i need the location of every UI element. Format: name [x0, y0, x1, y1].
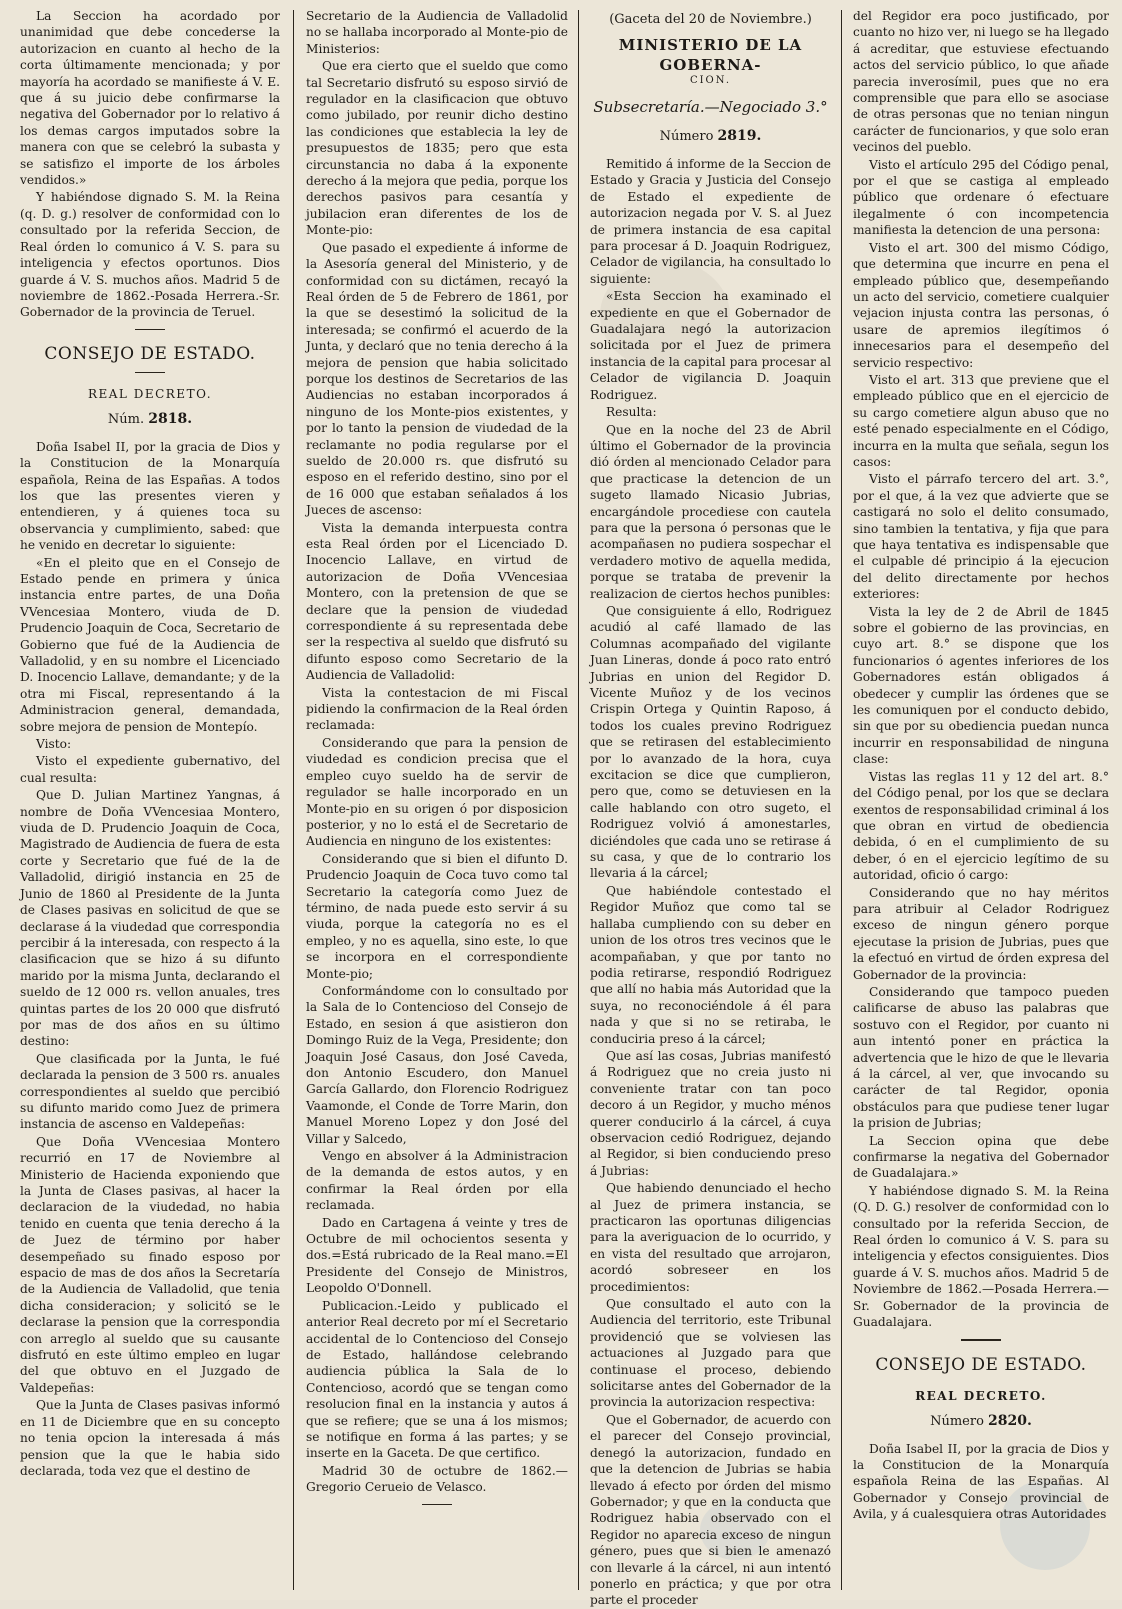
subsecretaria-heading: Subsecretaría.—Negociado 3.° — [593, 98, 828, 116]
paragraph: Que consultado el auto con la Audiencia del territorio, este Tribunal providenció que se volviesen las actuaciones al Juzgado para que continuase el proceso, debiendo solicitarse antes del Gobernador de la provincia la autorizacion respectiva: — [590, 1297, 831, 1410]
number-prefix: Número — [659, 129, 714, 144]
paragraph: «Esta Seccion ha examinado el expediente en que el Gobernador de Guadalajara negó la autorizacion solicitada por el Juez de primera instancia de la capital para procesar al Celador de vigilancia D. Joaquin Rodriguez. — [590, 289, 831, 402]
column-rule — [293, 10, 294, 1590]
divider — [135, 329, 165, 330]
column-2 — [306, 8, 568, 1596]
paragraph: Que Doña VVencesiaa Montero recurrió en 17 de Noviembre al Ministerio de Hacienda exponiendo que la Junta de Clases pasivas, al hacer la declaracion de la viudedad, no habia tenido en cuenta que tenia derecho á la de Juez de término por haber desempeñado su finado esposo por espacio de mas de dos años la Secretaría de la Audiencia de Valladolid, que tenia dicha consideracion; y solicitó se le declarase la pension que la correspondia con arreglo al sueldo que su causante disfrutó en este último empleo en lugar del que obtuvo en el Juzgado de Valdepeñas: — [20, 1134, 280, 1395]
paragraph: Considerando que si bien el difunto D. Prudencio Joaquin de Coca tuvo como tal Secretario la categoría como Juez de término, de nada puede esto servir á su viuda, porque la categoría no es el empleo, y no es aquella, sino este, lo que se incorpora en el correspondiente Monte-pio; — [306, 851, 568, 981]
paragraph: Visto el artículo 295 del Código penal, por el que se castiga al empleado público que ordenare ó efectuare ilegalmente ó con incompetencia manifiesta la detencion de una persona: — [853, 157, 1109, 238]
ministry-title: MINISTERIO DE LA GOBERNA- — [618, 36, 803, 74]
paragraph: Publicacion.-Leido y publicado el anterior Real decreto por mí el Secretario accidental de lo Contencioso del Consejo de Estado, hallándose celebrando audiencia pública la Sala de lo Contencioso, acordó que se tengan como resolucion final en la instancia y autos á que se refiere; que se una á los mismos; se notifique en forma á las partes; y se inserte en la Gaceta. De que certifico. — [306, 1298, 568, 1461]
column-3 — [590, 8, 831, 1608]
paragraph: Que el Gobernador, de acuerdo con el parecer del Consejo provincial, denegó la autorizacion, fundado en que la detencion de Jubrias se habia llevado á efecto por órden del mismo Gobernador; y que en la conducta que Rodriguez habia observado con el Regidor no aparecia exceso de ningun género, pues que si bien le amenazó con llevarle á la cárcel, ni aun intentó ponerlo en práctica; y que por otra parte el proceder — [590, 1412, 831, 1608]
paragraph: Que era cierto que el sueldo que como tal Secretario disfrutó su esposo sirvió de regulador en la clasificacion que obtuvo como jubilado, por reunir dicho destino las condiciones que establecia la ley de presupuestos de 1835; pero que esta circunstancia no daba á la exponente derecho á la mejora que pedia, porque los derechos pasivos para cesantía y jubilacion eran diferentes de los de Monte-pio: — [306, 59, 568, 238]
paragraph: Que D. Julian Martinez Yangnas, á nombre de Doña VVencesiaa Montero, viuda de D. Prudencio Joaquin de Coca, Magistrado de Audiencia de fuera de esta corte y Secretario que fué de la de Valladolid, dirigió instancia en 25 de Junio de 1860 al Presidente de la Junta de Clases pasivas en solicitud de que se declarase á la viudedad que correspondia percibir á la interesada, con respecto á la clasificacion que se hizo á su difunto marido por la misma Junta, declarando el sueldo de 12 000 rs. vellon anuales, tres quintas partes de los 20 000 que disfrutó por mas de dos años en su último destino: — [20, 788, 280, 1049]
section-title: CONSEJO DE ESTADO. — [44, 343, 256, 364]
paragraph: Visto el art. 300 del mismo Código, que determina que incurre en pena el empleado público que, desempeñando un acto del servicio, cometiere cualquier vejacion injusta contra las personas, ó usare de apremios ilegítimos ó innecesarios para el desempeño del servicio respectivo: — [853, 240, 1109, 370]
divider — [422, 1504, 452, 1505]
number-prefix: Número — [930, 1413, 984, 1429]
paragraph: Que la Junta de Clases pasivas informó en 11 de Diciembre que en su concepto no tenia opcion la interesada á más pension que la que le habia sido declarada, toda vez que el destino de — [20, 1398, 280, 1478]
paragraph: Que clasificada por la Junta, le fué declarada la pension de 3 500 rs. anuales correspondientes al sueldo que percibió su difunto marido como Juez de primera instancia de ascenso en Valdepeñas: — [20, 1051, 280, 1132]
number-value: 2819. — [717, 128, 762, 144]
paragraph: Que consiguiente á ello, Rodriguez acudió al café llamado de las Columnas acompañado del vigilante Juan Lineras, donde á poco rato entró Jubrias en union del Regidor D. Vicente Muñoz y de los vecinos Crispin Ortega y Quintin Raposo, á todos los cuales previno Rodriguez que se retirasen del establecimiento por lo avanzado de la hora, cuya excitacion se dice que cumplieron, pero que, como se detuviesen en la calle hablando con otro sugeto, el Rodriguez volvió á amonestarles, diciéndoles que cada uno se retirase á su casa, y que de lo contrario los llevaria á la cárcel; — [590, 603, 831, 881]
paragraph: Secretario de la Audiencia de Valladolid no se hallaba incorporado al Monte-pio de Ministerios: — [306, 9, 568, 56]
paragraph: Doña Isabel II, por la gracia de Dios y la Constitucion de la Monarquía española, Reina de las Españas. A todos los que las presentes vieren y entendieren, y á quienes toca su observancia y cumplimiento, sabed: que he venido en decretar lo siguiente: — [20, 439, 280, 553]
paragraph: Visto: — [36, 737, 72, 752]
column-rule — [578, 10, 579, 1590]
paragraph: Visto el expediente gubernativo, del cual resulta: — [20, 754, 280, 785]
paragraph: del Regidor era poco justificado, por cuanto no hizo ver, ni luego se ha llegado á acreditar, que estuviese efectuando actos del servicio público, lo que añade parecia inverosímil, pues que no era comprensible que para ello se asociase de otras personas que no tenian ningun carácter de funcionarios, y que solo eran vecinos del pueblo. — [853, 9, 1109, 155]
signature-line: Madrid 30 de octubre de 1862.—Gregorio Cerueio de Velasco. — [306, 1463, 568, 1495]
paragraph: Considerando que no hay méritos para atribuir al Celador Rodriguez exceso de ningun género porque ejecutase la prision de Jubrias, pues que la efectuó en virtud de órden expresa del Gobernador de la provincia: — [853, 885, 1109, 982]
decree-label: REAL DECRETO. — [915, 1388, 1047, 1403]
paragraph: Doña Isabel II, por la gracia de Dios y la Constitucion de la Monarquía española Reina de las Españas. Al Gobernador y Consejo provincial de Avila, y á cualesquiera otras Autoridades — [853, 1441, 1109, 1522]
paragraph: La Seccion ha acordado por unanimidad que debe concederse la autorizacion en cuanto al hecho de la corta últimamente mencionada; y por mayoría ha acordado se manifieste á V. E. que á su juicio debe confirmarse la negativa del Gobernador por lo relativo á los demas cargos imputados sobre la manera con que se celebró la subasta y se satisfizo el importe de los árboles vendidos.» — [20, 9, 280, 188]
decree-number — [853, 1413, 1109, 1429]
paragraph: Vistas las reglas 11 y 12 del art. 8.° del Código penal, por los que se declara exentos de responsabilidad criminal á los que obran en virtud de obediencia debida, ó en el cumplimiento de su deber, ó en el ejercicio legítimo de su autoridad, oficio ó cargo: — [853, 769, 1109, 883]
decree-label: REAL DECRETO. — [87, 386, 213, 401]
ministry-title-cont: CION. — [689, 75, 732, 86]
paragraph: Resulta: — [606, 405, 657, 420]
section-title: CONSEJO DE ESTADO. — [875, 1354, 1087, 1375]
paragraph: Conformándome con lo consultado por la Sala de lo Contencioso del Consejo de Estado, en sesion á que asistieron don Domingo Ruiz de la Vega, Presidente; don Joaquin José Casaus, don José Caveda, don Antonio Escudero, don Manuel García Gallardo, don Florencio Rodriguez Vaamonde, el Conde de Torre Marin, don Manuel Moreno Lopez y don José del Villar y Salcedo, — [306, 983, 568, 1146]
paragraph: Vengo en absolver á la Administracion de la demanda de estos autos, y en confirmar la Real órden por ella reclamada. — [306, 1149, 568, 1213]
paragraph: Que pasado el expediente á informe de la Asesoría general del Ministerio, y de conformidad con su dictámen, recayó la Real órden de 5 de Febrero de 1861, por la que se desestimó la solicitud de la interesada; se confirmó el acuerdo de la Junta, y declaró que no tenia derecho á la mejora de pension que habia solicitado porque los destinos de Secretarios de las Audiencias no estaban incorporados á ninguno de los Monte-pios existentes, y por lo tanto la pension de viudedad de la reclamante no podia regularse por el sueldo de 20.000 rs. que disfrutó su esposo en el referido destino, sino por el de 16 000 que estaban señalados á los Jueces de ascenso: — [306, 240, 568, 518]
number-prefix: Núm. — [107, 411, 145, 427]
paragraph: Visto el párrafo tercero del art. 3.°, por el que, á la vez que advierte que se castigará no solo el delito consumado, sino tambien la tentativa, y fija que para que haya tentativa es indispensable que el culpable dé principio á la ejecucion del delito directamente por hechos exteriores: — [853, 472, 1109, 602]
order-number — [590, 128, 831, 144]
paragraph: La Seccion opina que debe confirmarse la negativa del Gobernador de Guadalajara.» — [853, 1133, 1109, 1181]
paragraph: Que habiéndole contestado el Regidor Muñoz que como tal se hallaba cumpliendo con su deber en union de los otros tres vecinos que le acompañaban, y que por tanto no podia retirarse, respondió Rodriguez que allí no habia más Autoridad que la suya, no reconociéndole á él para nada y que si no se retiraba, le conduciria preso á la cárcel; — [590, 883, 831, 1046]
decree-number — [20, 411, 280, 427]
number-value: 2818. — [148, 410, 193, 427]
paragraph: Remitido á informe de la Seccion de Estado y Gracia y Justicia del Consejo de Estado el expediente de autorizacion negada por V. S. al Juez de primera instancia de esa capital para procesar á D. Joaquin Rodriguez, Celador de vigilancia, ha consultado lo siguiente: — [590, 157, 831, 286]
paragraph: Que en la noche del 23 de Abril último el Gobernador de la provincia dió órden al mencionado Celador para que practicase la detencion de un sugeto llamado Nicasio Jubrias, encargándole procediese con cautela para que la persona ó personas que le acompañasen no pudiera sospechar el verdadero motivo de aquella medida, porque se trataba de prevenir la realizacion de ciertos hechos punibles: — [590, 422, 831, 601]
paragraph: Que así las cosas, Jubrias manifestó á Rodriguez que no creia justo ni conveniente tratar con tan poco decoro á un Regidor, y mucho ménos querer conducirlo á la cárcel, á cuya observacion cedió Rodriguez, dejando al Regidor, si bien conduciendo preso á Jubrias: — [590, 1048, 831, 1178]
column-4 — [853, 8, 1109, 1596]
divider — [135, 372, 165, 373]
gazette-date: (Gaceta del 20 de Noviembre.) — [609, 12, 812, 27]
paragraph: Y habiéndose dignado S. M. la Reina (Q. D. G.) resolver de conformidad con lo consultado por la referida Seccion, de Real órden lo comunico á V. S. para su inteligencia y efectos consiguientes. Dios guarde á V. S. muchos años. Madrid 5 de Noviembre de 1862.—Posada Herrera.—Sr. Gobernador de la provincia de Guadalajara. — [853, 1183, 1109, 1330]
column-1 — [20, 8, 280, 1596]
column-rule — [841, 10, 842, 1590]
paragraph: Que habiendo denunciado el hecho al Juez de primera instancia, se practicaron las oportunas diligencias para la averiguacion de lo ocurrido, y en vista del resultado que arrojaron, acordó sobreseer en los procedimientos: — [590, 1181, 831, 1294]
paragraph: Considerando que tampoco pueden calificarse de abuso las palabras que sostuvo con el Regidor, por cuanto ni aun intentó poner en práctica la advertencia que le hizo de que le llevaria á la cárcel, al ver, que invocando su carácter de tal Regidor, oponia obstáculos para que pudiese tener lugar la prision de Jubrias; — [853, 984, 1109, 1131]
paragraph: Vista la contestacion de mi Fiscal pidiendo la confirmacion de la Real órden reclamada: — [306, 685, 568, 733]
number-value: 2820. — [988, 1412, 1032, 1429]
paragraph: «En el pleito que en el Consejo de Estado pende en primera y única instancia entre partes, de una Doña VVencesiaa Montero, viuda de D. Prudencio Joaquin de Coca, Secretario de Gobierno que fué de la Audiencia de Valladolid, y en su nombre el Licenciado D. Inocencio Lallave, demandante; y de la otra mi Fiscal, representando á la Administracion general, demandada, sobre mejora de pension de Montepío. — [20, 555, 280, 734]
paragraph: Dado en Cartagena á veinte y tres de Octubre de mil ochocientos sesenta y dos.=Está rubricado de la Real mano.=El Presidente del Consejo de Ministros, Leopoldo O'Donnell. — [306, 1215, 568, 1296]
paragraph: Vista la demanda interpuesta contra esta Real órden por el Licenciado D. Inocencio Lallave, en virtud de autorizacion de Doña VVencesiaa Montero, con la pretension de que se declare que la pension de viudedad correspondiente á su representada debe ser la respectiva al sueldo que disfrutó su difunto esposo como Secretario de la Audiencia de Valladolid: — [306, 520, 568, 683]
paragraph: Y habiéndose dignado S. M. la Reina (q. D. g.) resolver de conformidad con lo consultado por la referida Seccion, de Real órden lo comunico á V. S. para su inteligencia y efectos oportunos. Dios guarde á V. S. muchos años. Madrid 5 de noviembre de 1862.-Posada Herrera.-Sr. Gobernador de la provincia de Teruel. — [20, 190, 280, 320]
paragraph: Visto el art. 313 que previene que el empleado público que en el ejercicio de su cargo cometiere algun abuso que no esté penado especialmente en el Código, incurra en la multa que señala, segun los casos: — [853, 372, 1109, 469]
paragraph: Considerando que para la pension de viudedad es condicion precisa que el empleo cuyo sueldo ha de servir de regulador se halle incorporado en un Monte-pio en su origen ó por disposicion posterior, y no lo está el de Secretario de Audiencia en ninguno de los existentes: — [306, 735, 568, 849]
divider — [961, 1339, 1001, 1341]
paragraph: Vista la ley de 2 de Abril de 1845 sobre el gobierno de las provincias, en cuyo art. 8.° se dispone que los funcionarios ó agentes inferiores de los Gobernadores están obligados á obedecer y cumplir las órdenes que se les comuniquen por el conducto debido, sin que por su obediencia puedan nunca incurrir en responsabilidad de ninguna clase: — [853, 604, 1109, 767]
